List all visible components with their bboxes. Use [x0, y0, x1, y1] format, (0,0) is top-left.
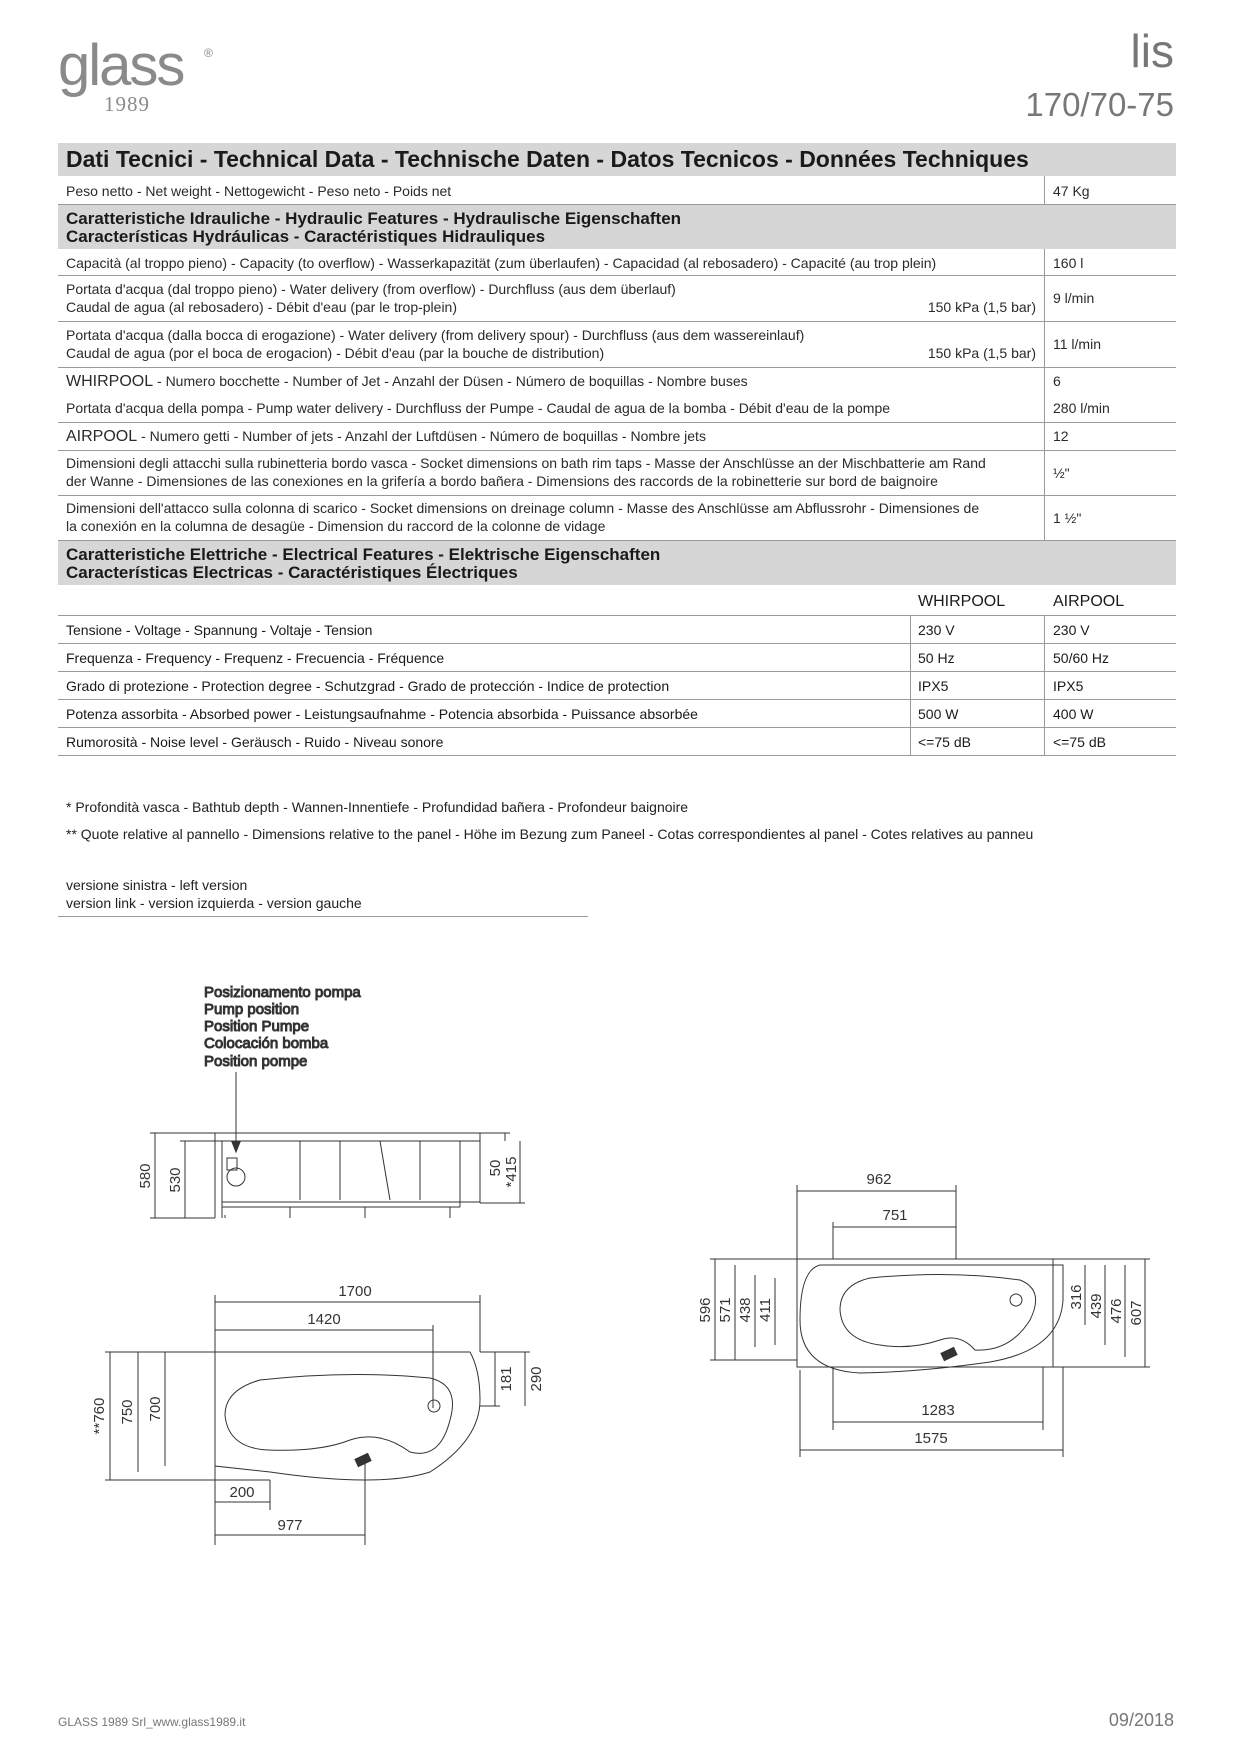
electrical-whirlpool-value: 230 V	[918, 622, 955, 638]
dim-571: 571	[717, 1297, 734, 1323]
dim-1700: 1700	[338, 1283, 372, 1300]
dim-476: 476	[1108, 1298, 1125, 1324]
socket-drain-label-2: la conexión en la columna de desagüe - Dimension du raccord de la colonne de vidage	[66, 518, 606, 534]
bathtub-drawings	[0, 960, 1240, 1560]
overflow-delivery-row	[58, 276, 1176, 322]
pump-caption-line-3: Position Pumpe	[204, 1018, 310, 1035]
airpool-jets-text: - Numero getti - Number of jets - Anzahl der Luftdüsen - Número de boquillas - Nombre jets	[137, 428, 706, 444]
left-plan-view	[105, 1295, 530, 1545]
electrical-row	[58, 700, 1176, 728]
dim-977: 977	[277, 1517, 303, 1534]
airpool-word: AIRPOOL	[66, 428, 138, 445]
table-title: Dati Tecnici - Technical Data - Technische Daten - Datos Tecnicos - Données Techniques	[58, 143, 1176, 176]
electrical-rows	[58, 616, 1176, 756]
dim-1575: 1575	[914, 1430, 948, 1447]
side-view	[150, 1133, 525, 1218]
dim-1420: 1420	[307, 1311, 341, 1328]
pump-caption-line-1: Posizionamento pompa	[204, 984, 361, 1001]
dim-751: 751	[882, 1207, 908, 1224]
dim-580: 580	[137, 1163, 154, 1189]
whirlpool-jets-text: - Numero bocchette - Number of Jet - Anzahl der Düsen - Número de boquillas - Nombre buses	[153, 373, 748, 389]
dim-438: 438	[737, 1297, 754, 1323]
footer-company: GLASS 1989 Srl_www.glass1989.it	[58, 1715, 246, 1729]
electrical-whirlpool-value: IPX5	[918, 678, 949, 694]
dim-700: 700	[147, 1396, 164, 1422]
spout-value: 11 l/min	[1053, 336, 1101, 352]
electrical-whirlpool-value: 50 Hz	[918, 650, 955, 666]
hydraulic-title-line-1: Caratteristiche Idrauliche - Hydraulic Features - Hydraulische Eigenschaften	[66, 209, 682, 228]
electrical-label: Potenza assorbita - Absorbed power - Leistungsaufnahme - Potencia absorbida - Puissance absorbée	[66, 706, 698, 722]
hydraulic-section-title	[58, 205, 1176, 249]
spout-pressure: 150 kPa (1,5 bar)	[927, 345, 1036, 361]
airpool-jets-value: 12	[1053, 428, 1069, 444]
electrical-row	[58, 672, 1176, 700]
whirlpool-row	[58, 368, 1176, 423]
pump-caption	[204, 984, 361, 1152]
electrical-label: Grado di protezione - Protection degree - Schutzgrad - Grado de protección - Indice de protection	[66, 678, 670, 694]
dim-290: 290	[528, 1366, 545, 1392]
electrical-airpool-value: 230 V	[1053, 622, 1090, 638]
col-whirlpool: WHIRPOOL	[918, 593, 1006, 610]
dim-750: 750	[119, 1399, 136, 1425]
version-line-2: version link - version izquierda - version gauche	[66, 895, 362, 911]
electrical-row	[58, 616, 1176, 644]
socket-rim-label-1: Dimensioni degli attacchi sulla rubinetteria bordo vasca - Socket dimensions on bath rim taps - Masse der Anschlüsse an der Mischbatterie am Rand	[66, 455, 986, 471]
electrical-row	[58, 644, 1176, 672]
brand-year: 1989	[104, 92, 150, 116]
capacity-row	[58, 249, 1176, 276]
electrical-label: Frequenza - Frequency - Frequenz - Frecuencia - Fréquence	[66, 650, 445, 666]
dim-411: 411	[757, 1298, 774, 1322]
overflow-label-2: Caudal de agua (al rebosadero) - Débit d'eau (par le trop-plein)	[66, 299, 458, 315]
electrical-section-title	[58, 541, 1176, 585]
dim-50: 50	[487, 1159, 504, 1177]
socket-rim-row	[58, 451, 1176, 496]
electrical-airpool-value: 50/60 Hz	[1053, 650, 1110, 666]
whirlpool-jets-label	[66, 373, 748, 391]
socket-rim-label-2: der Wanne - Dimensiones de las conexiones en la grifería a bordo bañera - Dimensions des raccords de la robinetterie sur bord de baignoire	[66, 473, 938, 489]
electrical-airpool-value: IPX5	[1053, 678, 1084, 694]
whirlpool-word: WHIRPOOL	[66, 373, 154, 390]
dim-200: 200	[229, 1484, 255, 1501]
weight-value: 47 Kg	[1053, 183, 1090, 199]
capacity-value: 160 l	[1053, 255, 1084, 271]
dim-316: 316	[1068, 1284, 1085, 1310]
spout-delivery-row	[58, 322, 1176, 368]
capacity-label: Capacità (al troppo pieno) - Capacity (to overflow) - Wasserkapazität (zum überlaufen) - Capacidad (al rebosadero) - Capacité (au trop plein)	[66, 255, 937, 271]
weight-row	[58, 176, 1176, 205]
spout-label-2: Caudal de agua (por el boca de erogacion) - Débit d'eau (par la bouche de distribution)	[66, 345, 605, 361]
electrical-whirlpool-value: 500 W	[918, 706, 959, 722]
electrical-title-line-2: Características Electricas - Caractéristiques Électriques	[66, 563, 518, 582]
airpool-row	[58, 423, 1176, 451]
footer-date: 09/2018	[1108, 1710, 1174, 1730]
electrical-header-row	[58, 585, 1176, 616]
note-depth: * Profondità vasca - Bathtub depth - Wannen-Innentiefe - Profundidad bañera - Profondeur baignoire	[66, 799, 689, 815]
electrical-label: Rumorosità - Noise level - Geräusch - Ruido - Niveau sonore	[66, 734, 444, 750]
overflow-value: 9 l/min	[1053, 290, 1095, 306]
airpool-jets-label	[66, 428, 706, 446]
electrical-title-line-1: Caratteristiche Elettriche - Electrical Features - Elektrische Eigenschaften	[66, 545, 661, 564]
socket-drain-label-1: Dimensioni dell'attacco sulla colonna di scarico - Socket dimensions on dreinage column - Masse des Anschlüsse am Abflussrohr - Dimensiones de	[66, 500, 980, 516]
note-panel: ** Quote relative al pannello - Dimensions relative to the panel - Höhe im Bezung zum Paneel - Cotas correspondientes al panel - Cotes relatives au panneu	[66, 826, 1034, 842]
col-airpool: AIRPOOL	[1053, 593, 1125, 610]
overflow-label-1: Portata d'acqua (dal troppo pieno) - Water delivery (from overflow) - Durchfluss (aus dem überlauf)	[66, 281, 676, 297]
hydraulic-title-line-2: Características Hydráulicas - Caractéristiques Hidrauliques	[66, 227, 546, 246]
dim-607: 607	[1128, 1300, 1145, 1326]
pump-caption-line-5: Position pompe	[204, 1053, 308, 1070]
model-size: 170/70-75	[1025, 86, 1174, 123]
electrical-airpool-value: 400 W	[1053, 706, 1094, 722]
version-block	[58, 876, 588, 917]
pump-caption-line-4: Colocación bomba	[204, 1035, 329, 1052]
electrical-label: Tensione - Voltage - Spannung - Voltaje - Tension	[66, 622, 373, 638]
electrical-whirlpool-value: <=75 dB	[918, 734, 971, 750]
pump-caption-line-2: Pump position	[204, 1001, 300, 1018]
dim-181: 181	[498, 1366, 515, 1392]
electrical-row	[58, 728, 1176, 756]
brand-wordmark: glass	[58, 33, 184, 98]
pump-delivery-label: Portata d'acqua della pompa - Pump water delivery - Durchfluss der Pumpe - Caudal de agua de la bomba - Débit d'eau de la pompe	[66, 400, 891, 416]
overflow-pressure: 150 kPa (1,5 bar)	[927, 299, 1036, 315]
dim-415: *415	[503, 1156, 520, 1188]
pump-delivery-value: 280 l/min	[1053, 400, 1110, 416]
socket-drain-value: 1 ½"	[1053, 510, 1082, 526]
dim-760: **760	[91, 1397, 108, 1435]
version-line-1: versione sinistra - left version	[66, 877, 248, 893]
brand-logo	[58, 33, 238, 116]
registered-mark: ®	[204, 46, 213, 60]
electrical-airpool-value: <=75 dB	[1053, 734, 1106, 750]
dim-962: 962	[866, 1171, 892, 1188]
spout-label-1: Portata d'acqua (dalla bocca di erogazione) - Water delivery (from delivery spour) - Durchfluss (aus dem wassereinlauf)	[66, 327, 805, 343]
model-name: lis	[1130, 25, 1174, 77]
dim-1283: 1283	[921, 1402, 955, 1419]
whirlpool-jets-value: 6	[1053, 373, 1061, 389]
dim-530: 530	[167, 1167, 184, 1193]
weight-label: Peso netto - Net weight - Nettogewicht - Peso neto - Poids net	[66, 183, 452, 199]
technical-data-table	[58, 143, 1176, 756]
dim-596: 596	[697, 1297, 714, 1323]
socket-rim-value: ½"	[1053, 465, 1070, 481]
socket-drain-row	[58, 496, 1176, 541]
dim-439: 439	[1088, 1293, 1105, 1319]
